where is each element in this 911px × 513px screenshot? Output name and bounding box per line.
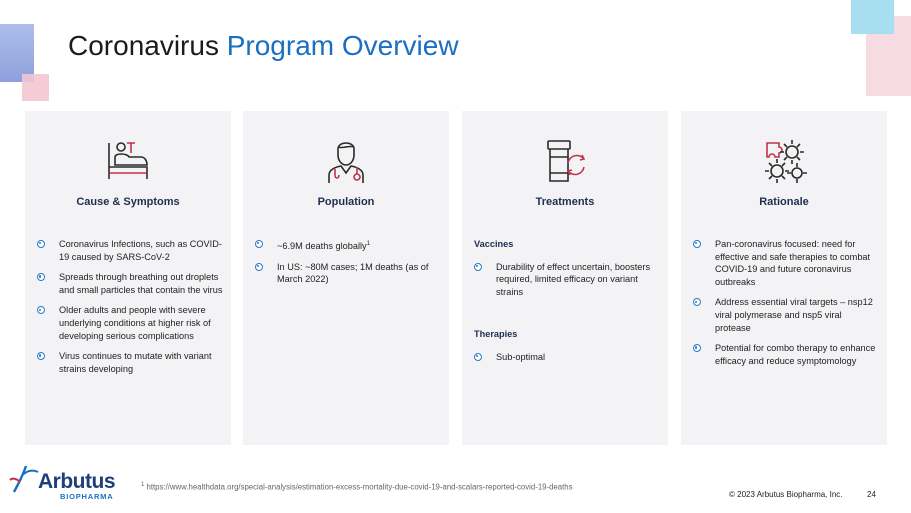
patient-bed-icon [25, 135, 231, 185]
list-item: Spreads through breathing out droplets and small particles that contain the virus [37, 271, 223, 296]
list-item: Durability of effect uncertain, boosters required, limited efficacy on variant strains [474, 261, 660, 299]
card-heading: Treatments [535, 196, 595, 208]
bullet-icon [255, 240, 263, 248]
bullet-icon [474, 353, 482, 361]
footnote: $^1$ https://www.healthdata.org/special-analysis/estimation-excess-mortality-due-covid-19-and-scalars-reported-covid-19-deaths [141, 482, 573, 492]
list-item: Older adults and people with severe underlying conditions at higher risk of developing serious complications [37, 304, 223, 342]
pill-bottle-icon [462, 135, 668, 185]
card-heading: Population [317, 196, 375, 208]
bullet-icon [37, 306, 45, 314]
bullet-icon [693, 344, 701, 352]
bullet-icon [37, 352, 45, 360]
list-item: ~6.9M deaths globally$^1$ [255, 238, 441, 253]
card-population [243, 111, 449, 445]
list-item: Potential for combo therapy to enhance efficacy and reduce symptomology [693, 342, 879, 367]
bullet-icon [693, 240, 701, 248]
list-item: Coronavirus Infections, such as COVID-19 caused by SARS-CoV-2 [37, 238, 223, 263]
section-label: Therapies [474, 329, 518, 340]
list-item: Sub-optimal [474, 351, 660, 364]
list-item: Address essential viral targets – nsp12 viral polymerase and nsp5 viral protease [693, 296, 879, 334]
card-treatments [462, 111, 668, 445]
decor-square [851, 0, 894, 34]
logo-wordmark: Arbutus [38, 470, 115, 493]
list-item: Pan-coronavirus focused: need for effective and safe therapies to combat COVID-19 and future coronavirus outbreaks [693, 238, 879, 288]
doctor-icon [243, 135, 449, 185]
list-item: Virus continues to mutate with variant strains developing [37, 350, 223, 375]
decor-square [22, 74, 49, 101]
arbutus-logo [8, 462, 120, 502]
logo-subtitle: BIOPHARMA [60, 492, 114, 501]
list-item: In US: ~80M cases; 1M deaths (as of March 2022) [255, 261, 441, 286]
card-heading: Rationale [759, 196, 809, 208]
page-number: 24 [867, 490, 876, 499]
bullet-icon [693, 298, 701, 306]
card-cause-symptoms [25, 111, 231, 445]
bullet-icon [37, 273, 45, 281]
card-rationale [681, 111, 887, 445]
card-heading: Cause & Symptoms [76, 196, 180, 208]
page-title: Coronavirus Program Overview [68, 30, 459, 61]
bullet-icon [474, 263, 482, 271]
bullet-icon [37, 240, 45, 248]
copyright: © 2023 Arbutus Biopharma, Inc. [729, 490, 843, 499]
bullet-icon [255, 263, 263, 271]
section-label: Vaccines [474, 239, 514, 249]
gears-puzzle-icon [681, 135, 887, 185]
